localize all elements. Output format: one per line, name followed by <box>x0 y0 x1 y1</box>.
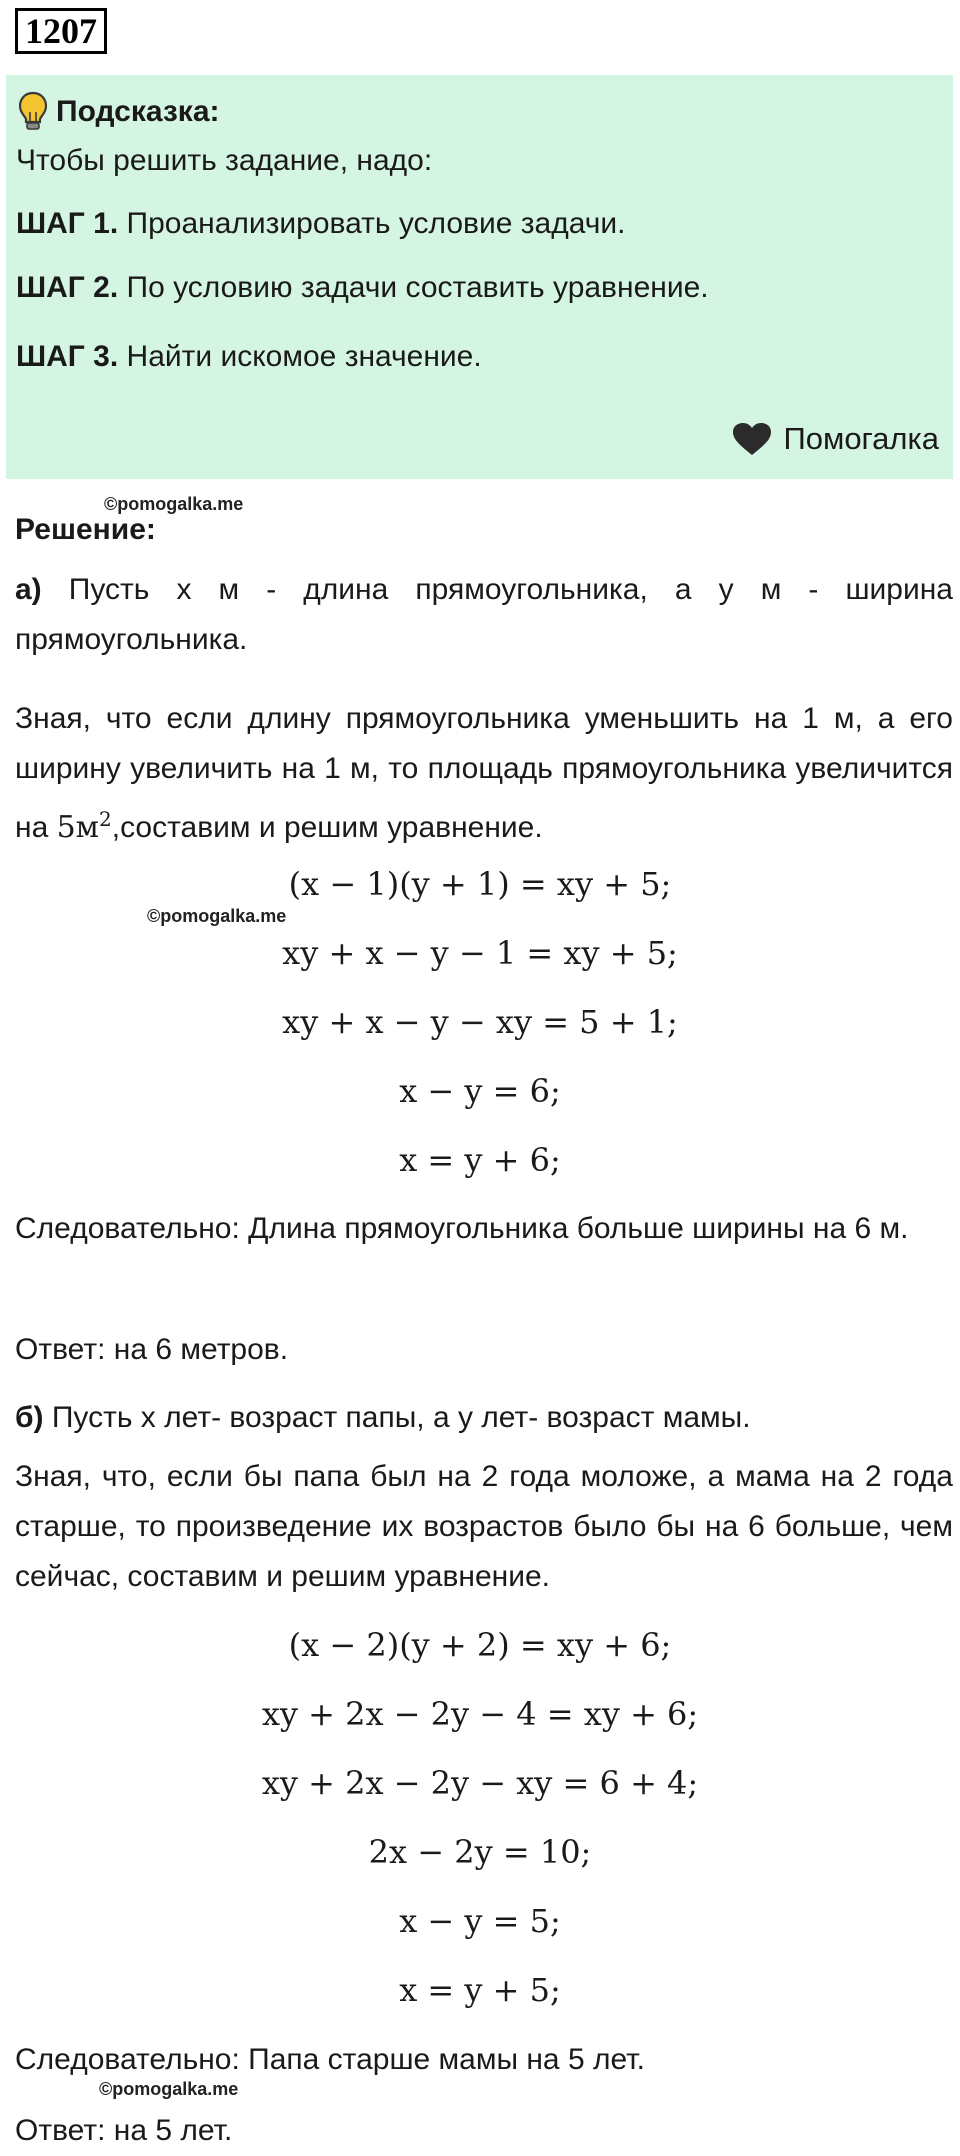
equation-b-1: (x − 2)(y + 2) = xy + 6; <box>288 1626 672 1664</box>
lightbulb-icon <box>18 91 48 133</box>
watermark: ©pomogalka.me <box>147 906 287 926</box>
brand-label <box>731 421 939 457</box>
part-a-condition: Зная, что если длину прямоугольника уменьшить на 1 м, а его ширину увеличить на 1 м, то площадь прямоугольника увеличится на $5м^2,составим$ и решим уравнение. <box>15 702 953 845</box>
part-a-answer: Ответ: на 6 метров. <box>15 1333 289 1366</box>
equation-b-4: 2x − 2y = 10; <box>368 1833 592 1871</box>
part-b-answer: Ответ: на 5 лет. <box>15 2114 233 2147</box>
equation-b-5: x − y = 5; <box>399 1902 561 1940</box>
hint-step-3: ШАГ 3. Найти искомое значение. <box>16 340 482 373</box>
hint-title: Подсказка: <box>56 95 220 128</box>
brand-text: Помогалка <box>783 421 939 456</box>
hint-box <box>6 75 953 479</box>
equation-b-6: x = y + 5; <box>399 1971 561 2009</box>
part-a-conclusion: Следовательно: Длина прямоугольника больше ширины на 6 м. <box>15 1212 909 1245</box>
equation-a-5: x = y + 6; <box>399 1141 561 1179</box>
hint-step-2: ШАГ 2. По условию задачи составить уравнение. <box>16 271 709 304</box>
equation-a-2: xy + x − y − 1 = xy + 5; <box>282 934 678 972</box>
hint-header <box>18 89 220 135</box>
heart-icon <box>731 421 773 457</box>
equation-a-3: xy + x − y − xy = 5 + 1; <box>282 1003 678 1041</box>
watermark: ©pomogalka.me <box>104 494 244 514</box>
equation-b-3: xy + 2x − 2y − xy = 6 + 4; <box>261 1764 699 1802</box>
area-unit: $5м^2$ <box>56 807 112 845</box>
part-b-conclusion: Следовательно: Папа старше мамы на 5 лет. <box>15 2043 645 2076</box>
watermark: ©pomogalka.me <box>99 2079 239 2099</box>
task-number: 1207 <box>15 8 107 54</box>
hint-intro: Чтобы решить задание, надо: <box>16 144 433 177</box>
equation-b-2: xy + 2x − 2y − 4 = xy + 6; <box>261 1695 699 1733</box>
part-b-intro: б) Пусть x лет- возраст папы, а y лет- возраст мамы. <box>15 1401 751 1434</box>
equation-a-4: x − y = 6; <box>399 1072 561 1110</box>
equation-a-1: (x − 1)(y + 1) = xy + 5; <box>288 865 672 903</box>
part-b-condition: Зная, что, если бы папа был на 2 года моложе, а мама на 2 года старше, то произведение их возрастов было бы на 6 больше, чем сейчас, составим и решим уравнение. <box>15 1460 953 1593</box>
hint-step-1: ШАГ 1. Проанализировать условие задачи. <box>16 207 626 240</box>
part-a-intro: а) Пусть x м - длина прямоугольника, а y м - ширина прямоугольника. <box>15 573 953 656</box>
solution-heading: Решение: <box>15 513 156 546</box>
